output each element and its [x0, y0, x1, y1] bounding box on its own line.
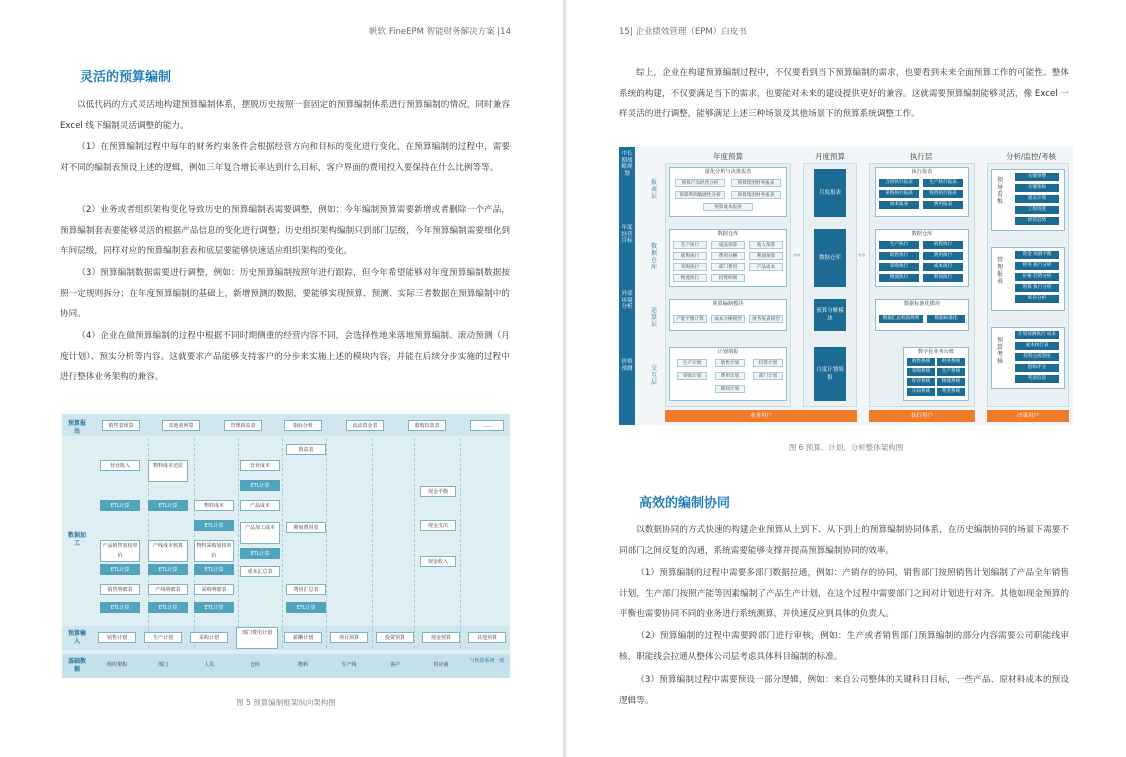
side-label: 价格预测	[621, 359, 633, 372]
block-title: 数据仓库	[911, 231, 933, 237]
section-title-collaboration: 高效的编制协同	[639, 496, 731, 511]
process-box: 物料采购加权单价	[194, 540, 234, 562]
paragraph-text: （1）预算编制的过程中需要多部门数据拉通，例如：产销存的协同，销售部门按照销售计划编制了产品全年销售计划，生产部门按照产能等因素编制了产品生产计划，在这个过程中需要部门之间对计划进行对齐。其他如现金预算的平衡也需要协同不同的业务进行系统测算，并快速反应到具体的负责人。	[619, 568, 1069, 619]
paragraph-text: 综上，企业在构建预算编制过程中，不仅要看到当下预算编制的需求，也要看到未来全面预算工作的可能性。整体系统的构建，不仅要满足当下的需求，也要能对未来的建设提供更好的兼容。这就需要预算编制能够灵活，像 Excel 一样灵活的进行调整，能够满足上述三种场景及其他场景下的预算系统调整工作。	[619, 68, 1069, 119]
etl-box: ETL计算	[286, 602, 326, 613]
row-label: 运算层	[650, 307, 657, 328]
side-label: 年度经营目标	[621, 225, 633, 245]
process-box: 物料成本还原	[148, 460, 188, 482]
warehouse-item: 采购执行	[673, 263, 707, 271]
process-box: 产品成本	[240, 500, 280, 511]
exec-report-item: 合同执行报表	[879, 179, 919, 187]
report-box: 指标分析	[284, 420, 322, 431]
base-item: 人员	[203, 662, 214, 668]
management-item: 预算 执行分析	[1015, 284, 1059, 292]
etl-box: ETL计算	[148, 564, 188, 575]
warehouse-item: 投资明细	[711, 274, 745, 282]
paragraph-collab-intro	[619, 520, 1069, 561]
column-head-execution: 执行层	[909, 152, 933, 161]
row-label: 报表层	[650, 179, 657, 200]
annual-report-item: 预算集团财务报表	[731, 179, 781, 187]
input-box: 生产计划	[144, 632, 182, 643]
process-box: 产线明细表	[148, 584, 188, 595]
biz-system-item: 生产系统	[937, 368, 965, 376]
input-box: 投资预算	[376, 632, 414, 643]
process-box: 损益表	[286, 444, 326, 455]
paragraph-2	[60, 200, 510, 262]
paragraph-text: （3）预算编制数据需要进行调整，例如：历史预算编制按照年进行跟踪，但今年希望能够对年度预算编制数据按照一定规则拆分；在年度预算编制的基础上，新增预测的数据，要能够实现预算、预测、实际三者数据在预算编制中的协同。	[60, 268, 510, 319]
input-box: 采购计划	[190, 632, 228, 643]
column-head-monthly: 月度预算	[815, 152, 845, 161]
column-head-annual: 年度预算	[713, 152, 743, 161]
input-box: 项目预算	[330, 632, 368, 643]
exec-calc-item: 数据标准化	[927, 315, 965, 323]
group-label: 领导看板	[996, 177, 1003, 205]
process-box: 营业成本	[240, 460, 280, 471]
calc-item: 财务报表模型	[749, 315, 783, 323]
column-divider	[282, 438, 283, 648]
etl-box: ETL计算	[100, 564, 140, 575]
process-box: 产品销售加权单价	[100, 540, 140, 562]
etl-box: ETL计算	[194, 564, 234, 575]
warehouse-item: 收入预算	[749, 241, 783, 249]
row-label: 交互层	[650, 365, 657, 386]
management-item: 财务 执行分析	[1015, 262, 1059, 270]
base-item: 供应商	[433, 662, 449, 668]
exec-report-item: 费用报表	[923, 201, 963, 209]
etl-box: ETL计算	[148, 602, 188, 613]
figure-5-budget-framework	[62, 414, 510, 678]
annual-report-item: 预算成本报表	[703, 203, 753, 211]
exec-warehouse-item: 费用执行	[923, 252, 963, 260]
process-box: 销售明细表	[100, 584, 140, 595]
input-box: 销售计划	[98, 632, 136, 643]
management-item: 库存分析	[1015, 295, 1059, 303]
column-divider	[372, 438, 373, 648]
biz-system-item: 资金系统	[937, 388, 965, 396]
column-divider	[238, 438, 239, 648]
column-head-analysis: 分析/监控/考核	[1005, 152, 1057, 161]
plan-item: 生产计划	[677, 359, 707, 367]
row-label-input: 预算输入	[67, 630, 86, 645]
exec-warehouse-item: 销售执行	[923, 241, 963, 249]
leader-item: 关键预警	[1015, 173, 1059, 181]
paragraph-text: （2）业务或者组织架构变化导致历史的预算编制表需要调整，例如：今年编制预算需要新增或者删除一个产品，预算编制套表要能够灵活的根据产品信息的变化进行调整；历史组织架构编制只到部门层级，今年预算编制需要细化到车间层级，同样对应的预算编制套表和底层要能够快速适应组织架构的变化。	[60, 205, 510, 256]
leader-item: 重点计划	[1015, 195, 1059, 203]
paragraph-collab-2	[619, 626, 1069, 667]
side-label: 外部环境分析	[621, 291, 633, 311]
block-title: 量化分析与决策报表	[704, 169, 752, 175]
paragraph-text: （3）预算编制过程中需要预设一部分逻辑，例如：来自公司整体的关键科目目标，一些产品、原材料成本的预设逻辑等。	[619, 675, 1069, 706]
warehouse-item: 物流执行	[673, 274, 707, 282]
input-box: 部门费用计划	[236, 627, 278, 649]
row-label-processing: 数据加工	[67, 532, 86, 547]
figure-6-architecture	[619, 147, 1073, 425]
base-item: 与核算系统一致	[469, 658, 505, 664]
plan-item: 销售计划	[715, 359, 745, 367]
monthly-warehouse: 数据仓库	[814, 229, 846, 287]
process-box: 产线成本核算	[148, 540, 188, 562]
biz-system-item: 财务系统	[937, 358, 965, 366]
figure-5-caption: 图 5 预算编制框架纵向架构图	[236, 698, 336, 707]
biz-system-item: 车间系统	[907, 388, 935, 396]
base-item: 部门	[157, 662, 168, 668]
exec-report-item: 投资执行报表	[923, 190, 963, 198]
leader-item: 工程进度	[1015, 206, 1059, 214]
etl-box: ETL计算	[194, 520, 234, 531]
base-item: 生产线	[341, 662, 357, 668]
warehouse-item: 产品成本	[749, 263, 783, 271]
column-divider	[326, 438, 327, 648]
side-strategy-bar	[619, 147, 635, 425]
paragraph-1	[60, 137, 510, 178]
calc-item: 产能平衡计算	[673, 315, 707, 323]
monthly-report: 月度报表	[814, 169, 846, 217]
paragraph-text: 以低代码的方式灵活地构建预算编制体系，摆脱历史按照一套固定的预算编制体系进行预算编制的情况，同时兼容 Excel 线下编制灵活调整的能力。	[60, 100, 510, 131]
plan-item: 期间计划	[715, 385, 745, 393]
block-title: 数据仓库	[717, 231, 739, 237]
exec-warehouse-item: 物流执行	[879, 274, 919, 282]
exec-report-item: 采购执行报表	[879, 190, 919, 198]
paragraph-4	[60, 326, 510, 388]
process-box: 费用汇总表	[286, 584, 326, 595]
etl-box: ETL计算	[100, 500, 140, 511]
assessment-item: 投资完成进度	[1015, 353, 1059, 361]
process-box: 产品加工成本	[240, 522, 280, 544]
process-box: 物料成本	[194, 500, 234, 511]
paragraph-3	[60, 263, 510, 325]
annual-report-item: 预算集团财务报表	[731, 191, 781, 199]
row-label-report: 预算报出	[67, 420, 86, 435]
report-box: 管理损益表	[224, 420, 262, 431]
paragraph-collab-3	[619, 670, 1069, 711]
etl-box: ETL计算	[240, 548, 280, 559]
block-title: 预算编制模块	[712, 301, 744, 307]
exec-report-item: 生产执行报表	[923, 179, 963, 187]
input-box: 现金预算	[422, 632, 460, 643]
exec-warehouse-item: 采购执行	[879, 263, 919, 271]
block-title: 计划填报	[717, 349, 739, 355]
monthly-plan: 月度计划填报	[814, 347, 846, 401]
cash-box: 现金平衡	[420, 486, 456, 497]
base-item: 组织架构	[106, 662, 127, 668]
warehouse-item: 部门费用	[711, 263, 745, 271]
paragraph-text: 以数据协同的方式快速的构建企业预算从上到下、从下到上的预算编制协同体系，在历史编制协同的场景下需要不同部门之间反复的沟通，系统需要能够支撑并提高预算编制协同的效率。	[619, 525, 1069, 556]
process-box: 采购明细表	[194, 584, 234, 595]
section-title-flexible-budget: 灵活的预算编制	[80, 70, 172, 85]
exec-warehouse-item: 销售执行	[879, 252, 919, 260]
column-divider	[414, 438, 415, 648]
execution-users-bar: 执行用户	[869, 410, 975, 422]
leader-item: 关键指标	[1015, 184, 1059, 192]
cash-box: 现金收入	[420, 556, 456, 567]
assessment-item: 奖惩信息	[1015, 375, 1059, 383]
paragraph-text: （4）企业在做预算编制的过程中根据不同时期侧重的经营内容不同，会选择性地来落地预算编制、滚动预测（月度计划）、预实分析等内容。这就要求产品能够支持客户的分步来实施上述的模块内容，并能在后续分步实施的过程中进行整体业务架构的兼容。	[60, 331, 510, 382]
paragraph-intro	[60, 95, 510, 136]
input-box: 其他预算	[468, 632, 506, 643]
row-label: 数据仓库	[650, 243, 657, 271]
biz-system-item: 物流系统	[937, 378, 965, 386]
double-arrow-icon: ⇔	[793, 251, 801, 261]
report-box: 流动资金表	[346, 420, 384, 431]
double-arrow-icon: ⇔	[858, 251, 866, 261]
plan-item: 采购计划	[677, 372, 707, 380]
running-head-right: 15| 企业绩效管理（EPM）白皮书	[619, 27, 747, 37]
group-label: 预算考核	[996, 337, 1003, 365]
process-box: 成本汇总表	[240, 566, 280, 577]
warehouse-item: 费用分摊	[711, 252, 745, 260]
column-divider	[460, 438, 461, 648]
plan-item: 部门计划	[753, 372, 783, 380]
block-title: 数据标准化模块	[903, 301, 941, 307]
warehouse-item: 成品预算	[711, 241, 745, 249]
report-box: ……	[470, 420, 504, 431]
exec-warehouse-item: 利润执行	[923, 274, 963, 282]
monthly-calc: 预算分解模块	[814, 299, 846, 331]
paragraph-text: （1）在预算编制过程中每年的财务约束条件会根据经营方向和目标的变化进行变化，在预算编制的过程中，需要对不同的编制表预设上述的逻辑，例如三年复合增长率达到什么目标，客户界面的费用投入要保持在什么比例等等。	[60, 142, 510, 173]
input-box: 薪酬计划	[284, 632, 322, 643]
assessment-item: 成本执行表	[1015, 342, 1059, 350]
annual-report-item: 预算产品经营分析	[675, 179, 725, 187]
biz-system-item: 库存系统	[907, 378, 935, 386]
figure-6-caption: 图 6 预算、计划、分析整体架构图	[788, 443, 904, 452]
etl-box: ETL计算	[194, 602, 234, 613]
cash-box: 现金支出	[420, 520, 456, 531]
leader-item: 经营趋势	[1015, 217, 1059, 225]
running-head-left: 帆软 FineEPM 智能财务解决方案 |14	[369, 27, 511, 37]
exec-report-item: 成本报表	[879, 201, 919, 209]
group-label: 管理报表	[996, 257, 1003, 285]
report-box: 其他项预算	[162, 420, 200, 431]
base-item: 仓库	[249, 662, 260, 668]
management-item: 价格 趋势分析	[1015, 273, 1059, 281]
process-box: 期间费用表	[286, 522, 326, 533]
report-box: 收购扣款表	[408, 420, 446, 431]
etl-box: ETL计算	[148, 500, 188, 511]
biz-system-item: 销售系统	[907, 358, 935, 366]
business-users-bar: 业务用户	[665, 410, 857, 422]
paragraph-summary	[619, 63, 1069, 125]
annual-report-item: 预算利润敏感性分析	[675, 191, 725, 199]
base-item: 客户	[389, 662, 400, 668]
management-item: 资金 预测平衡	[1015, 251, 1059, 259]
exec-warehouse-item: 生产执行	[879, 241, 919, 249]
plan-item: 投资计划	[753, 359, 783, 367]
exec-calc-item: 数据汇总校验规则	[879, 315, 923, 323]
biz-system-item: 采购系统	[907, 368, 935, 376]
block-title: 执行报表	[911, 169, 933, 175]
block-title: 数字化业务台账	[917, 349, 955, 355]
decision-users-bar: 决策用户	[987, 410, 1069, 422]
base-item: 物料	[297, 662, 308, 668]
process-box: 营业收入	[100, 460, 140, 471]
warehouse-item: 生产执行	[673, 241, 707, 249]
warehouse-item: 利润预算	[749, 252, 783, 260]
etl-box: ETL计算	[100, 602, 140, 613]
exec-warehouse-item: 成本执行	[923, 263, 963, 271]
assessment-item: 计划预测执行 成本	[1015, 331, 1059, 339]
row-label-base: 基础数据	[67, 658, 86, 673]
calc-item: 成本分摊模型	[711, 315, 745, 323]
etl-box: ETL计算	[240, 480, 280, 491]
warehouse-item: 销售执行	[673, 252, 707, 260]
right-page	[567, 0, 1126, 757]
paragraph-collab-1	[619, 563, 1069, 625]
plan-item: 费用计划	[715, 372, 745, 380]
paragraph-text: （2）预算编制的过程中需要跨部门进行审核，例如：生产或者销售部门预算编制的部分内容需要公司职能线审核，职能线会拉通从整体公司层考虑具体科目编制的标准。	[619, 631, 1069, 662]
assessment-item: 指标评分	[1015, 364, 1059, 372]
report-box: 销售表预算	[102, 420, 140, 431]
side-label: 中长期战略规划	[621, 151, 633, 177]
